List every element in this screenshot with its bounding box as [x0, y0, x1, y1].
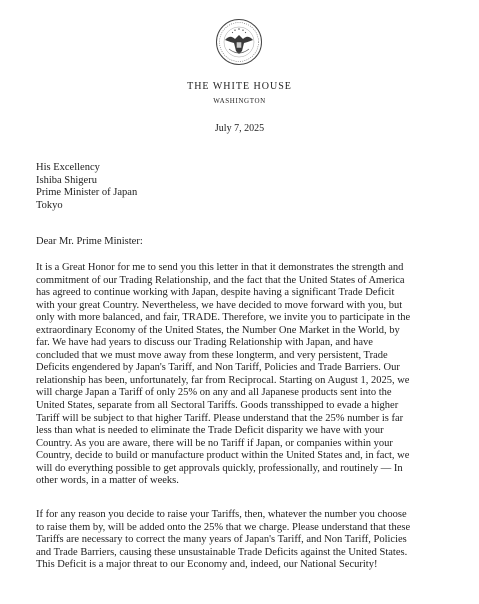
recipient-line: Ishiba Shigeru [36, 174, 97, 186]
text-line: will charge Japan a Tariff of only 25% on any and all Japanese products sent into the [36, 387, 392, 399]
text-line: Deficits engendered by Japan's Tariff, and Non Tariff, Policies and Trade Barriers. Our [36, 362, 400, 374]
presidential-seal-icon [215, 18, 263, 66]
recipient-line: Prime Minister of Japan [36, 187, 138, 198]
text-line: extraordinary Economy of the United States, the Number One Market in the World, by [36, 324, 400, 336]
text-line: It is a Great Honor for me to send you this letter in that it demonstrates the strength and [36, 262, 404, 273]
body-paragraph [36, 509, 472, 572]
text-line: with your great Country. Nevertheless, we have decided to move forward with you, but [36, 299, 403, 311]
text-line: This Deficit is a major threat to our Economy and, indeed, our National Security! [36, 559, 378, 571]
letter-date: July 7, 2025 [214, 123, 265, 134]
text-line: commitment of our Trading Relationship, and the fact that the United States of America [36, 274, 405, 286]
text-line: will do everything possible to get approvals quickly, professionally, and routinely — In [36, 462, 403, 474]
text-line: other words, in a matter of weeks. [36, 475, 179, 487]
letterhead-location: WASHINGTON [213, 97, 266, 105]
text-line: United States, separate from all Sectoral Tariffs. Goods transshipped to evade a higher [36, 400, 399, 412]
text-line: If for any reason you decide to raise your Tariffs, then, whatever the number you choose [36, 509, 407, 520]
text-line: less than what is needed to eliminate the Trade Deficit disparity we have with your [36, 425, 384, 437]
recipient-address [36, 162, 137, 212]
body-paragraph [36, 262, 472, 488]
text-line: Tariff will be subject to that higher Tariff. Please understand that the 25% number is far [36, 412, 404, 424]
text-line: Country, decide to build or manufacture product within the United States and, in fact, we [36, 450, 410, 462]
text-line: Tariffs are necessary to correct the many years of Japan's Tariff, and Non Tariff, Policies [36, 534, 407, 546]
recipient-line: Tokyo [36, 199, 63, 211]
text-line: concluded that we must move away from these longterm, and very persistent, Trade [36, 349, 388, 361]
text-line: Country. As you are aware, there will be no Tariff if Japan, or companies within your [36, 437, 393, 449]
text-line: far. We have had years to discuss our Trading Relationship with Japan, and have [36, 337, 373, 349]
salutation: Dear Mr. Prime Minister: [36, 236, 143, 247]
text-line: and Trade Barriers, causing these unsustainable Trade Deficits against the United States. [36, 546, 408, 558]
text-line: has agreed to continue working with Japan, despite having a significant Trade Deficit [36, 287, 395, 299]
recipient-line: His Excellency [36, 162, 100, 173]
letterhead-title: THE WHITE HOUSE [187, 81, 292, 92]
text-line: to raise them by, will be added onto the 25% that we charge. Please understand that these [36, 521, 411, 533]
text-line: relationship has been, unfortunately, far from Reciprocal. Starting on August 1, 2025, we [36, 374, 410, 386]
text-line: only with more balanced, and fair, TRADE. Therefore, we invite you to participate in the [36, 312, 411, 324]
